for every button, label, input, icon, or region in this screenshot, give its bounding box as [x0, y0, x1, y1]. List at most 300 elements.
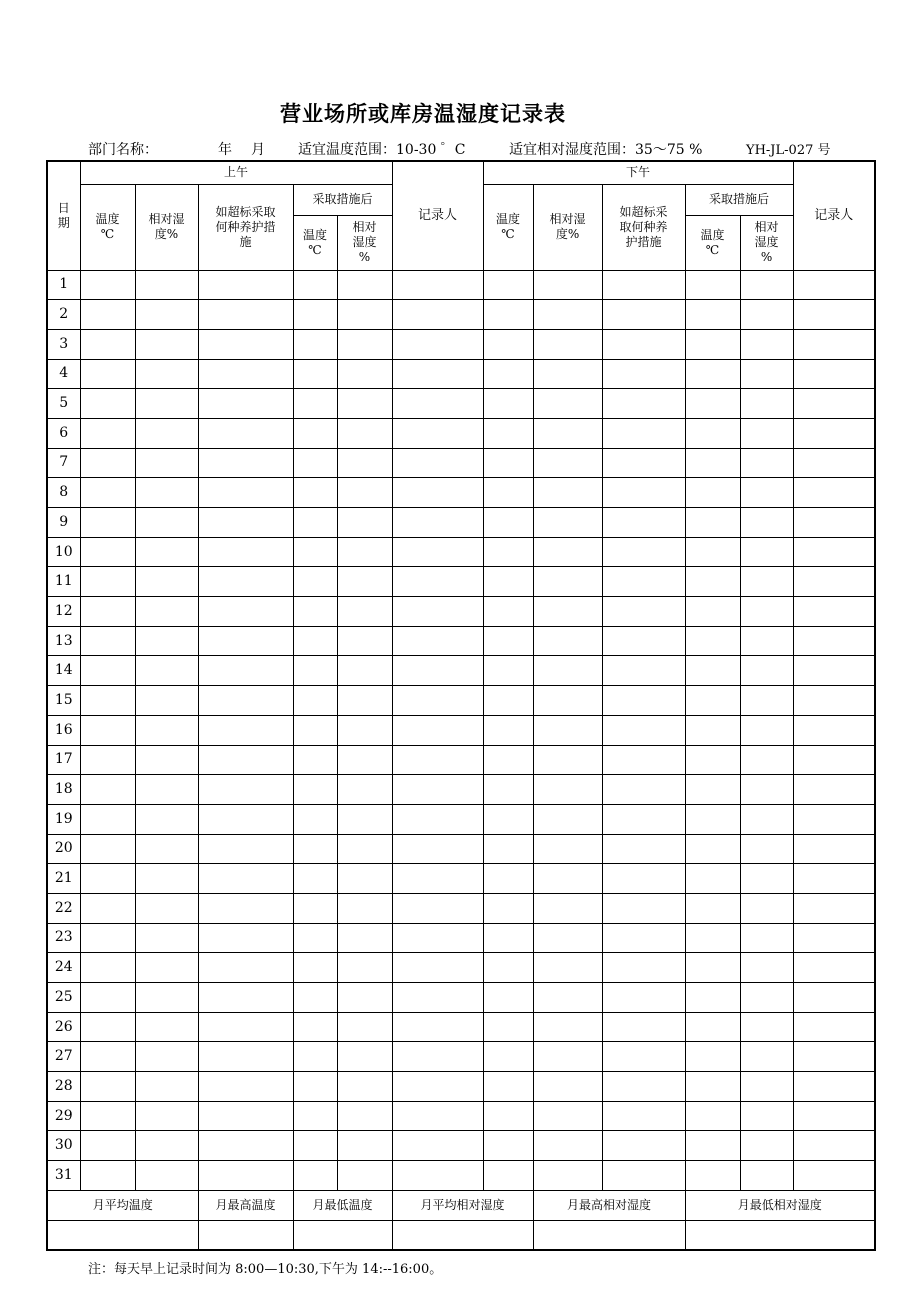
entry-cell[interactable] [198, 1161, 293, 1191]
entry-cell[interactable] [392, 1131, 483, 1161]
entry-cell[interactable] [602, 626, 685, 656]
entry-cell[interactable] [533, 508, 602, 538]
entry-cell[interactable] [533, 953, 602, 983]
entry-cell[interactable] [685, 329, 740, 359]
entry-cell[interactable] [793, 537, 875, 567]
entry-cell[interactable] [337, 478, 392, 508]
entry-cell[interactable] [740, 359, 793, 389]
entry-cell[interactable] [533, 775, 602, 805]
entry-cell[interactable] [198, 686, 293, 716]
entry-cell[interactable] [337, 715, 392, 745]
entry-cell[interactable] [793, 775, 875, 805]
entry-cell[interactable] [740, 300, 793, 330]
entry-cell[interactable] [685, 418, 740, 448]
entry-cell[interactable] [602, 864, 685, 894]
entry-cell[interactable] [533, 804, 602, 834]
entry-cell[interactable] [392, 389, 483, 419]
entry-cell[interactable] [135, 1131, 198, 1161]
entry-cell[interactable] [740, 983, 793, 1013]
summary-value-cell[interactable] [198, 1220, 293, 1250]
entry-cell[interactable] [793, 300, 875, 330]
entry-cell[interactable] [198, 834, 293, 864]
entry-cell[interactable] [685, 389, 740, 419]
entry-cell[interactable] [793, 715, 875, 745]
entry-cell[interactable] [80, 329, 135, 359]
entry-cell[interactable] [685, 656, 740, 686]
entry-cell[interactable] [483, 1072, 533, 1102]
entry-cell[interactable] [293, 389, 337, 419]
entry-cell[interactable] [483, 359, 533, 389]
entry-cell[interactable] [740, 329, 793, 359]
entry-cell[interactable] [198, 953, 293, 983]
entry-cell[interactable] [293, 686, 337, 716]
entry-cell[interactable] [793, 418, 875, 448]
entry-cell[interactable] [793, 567, 875, 597]
entry-cell[interactable] [392, 893, 483, 923]
entry-cell[interactable] [533, 923, 602, 953]
entry-cell[interactable] [602, 1072, 685, 1102]
entry-cell[interactable] [198, 389, 293, 419]
entry-cell[interactable] [293, 418, 337, 448]
entry-cell[interactable] [392, 300, 483, 330]
entry-cell[interactable] [533, 300, 602, 330]
entry-cell[interactable] [793, 1131, 875, 1161]
entry-cell[interactable] [198, 983, 293, 1013]
entry-cell[interactable] [685, 834, 740, 864]
entry-cell[interactable] [685, 686, 740, 716]
entry-cell[interactable] [198, 448, 293, 478]
entry-cell[interactable] [602, 686, 685, 716]
entry-cell[interactable] [293, 537, 337, 567]
entry-cell[interactable] [685, 864, 740, 894]
entry-cell[interactable] [740, 953, 793, 983]
entry-cell[interactable] [135, 567, 198, 597]
entry-cell[interactable] [293, 329, 337, 359]
entry-cell[interactable] [198, 300, 293, 330]
entry-cell[interactable] [740, 804, 793, 834]
entry-cell[interactable] [80, 834, 135, 864]
summary-value-cell[interactable] [533, 1220, 685, 1250]
entry-cell[interactable] [602, 537, 685, 567]
entry-cell[interactable] [198, 923, 293, 953]
entry-cell[interactable] [135, 686, 198, 716]
entry-cell[interactable] [337, 389, 392, 419]
entry-cell[interactable] [293, 1161, 337, 1191]
entry-cell[interactable] [337, 597, 392, 627]
entry-cell[interactable] [740, 893, 793, 923]
entry-cell[interactable] [135, 300, 198, 330]
entry-cell[interactable] [533, 715, 602, 745]
entry-cell[interactable] [198, 1012, 293, 1042]
entry-cell[interactable] [483, 389, 533, 419]
entry-cell[interactable] [392, 1042, 483, 1072]
entry-cell[interactable] [533, 1042, 602, 1072]
entry-cell[interactable] [483, 1161, 533, 1191]
entry-cell[interactable] [685, 775, 740, 805]
entry-cell[interactable] [740, 1101, 793, 1131]
entry-cell[interactable] [80, 626, 135, 656]
entry-cell[interactable] [293, 834, 337, 864]
entry-cell[interactable] [337, 626, 392, 656]
entry-cell[interactable] [392, 775, 483, 805]
entry-cell[interactable] [602, 478, 685, 508]
entry-cell[interactable] [337, 1101, 392, 1131]
entry-cell[interactable] [392, 508, 483, 538]
entry-cell[interactable] [198, 775, 293, 805]
entry-cell[interactable] [685, 478, 740, 508]
entry-cell[interactable] [293, 775, 337, 805]
entry-cell[interactable] [293, 478, 337, 508]
entry-cell[interactable] [533, 270, 602, 300]
entry-cell[interactable] [392, 923, 483, 953]
entry-cell[interactable] [337, 1042, 392, 1072]
entry-cell[interactable] [740, 537, 793, 567]
entry-cell[interactable] [483, 597, 533, 627]
entry-cell[interactable] [793, 893, 875, 923]
entry-cell[interactable] [483, 1131, 533, 1161]
entry-cell[interactable] [793, 478, 875, 508]
entry-cell[interactable] [685, 1161, 740, 1191]
entry-cell[interactable] [337, 686, 392, 716]
entry-cell[interactable] [685, 448, 740, 478]
entry-cell[interactable] [685, 983, 740, 1013]
entry-cell[interactable] [685, 300, 740, 330]
entry-cell[interactable] [337, 923, 392, 953]
entry-cell[interactable] [685, 1012, 740, 1042]
entry-cell[interactable] [533, 329, 602, 359]
entry-cell[interactable] [740, 626, 793, 656]
entry-cell[interactable] [740, 1072, 793, 1102]
entry-cell[interactable] [392, 626, 483, 656]
entry-cell[interactable] [80, 864, 135, 894]
entry-cell[interactable] [293, 270, 337, 300]
entry-cell[interactable] [740, 508, 793, 538]
entry-cell[interactable] [80, 745, 135, 775]
entry-cell[interactable] [533, 686, 602, 716]
entry-cell[interactable] [337, 567, 392, 597]
entry-cell[interactable] [685, 359, 740, 389]
entry-cell[interactable] [685, 567, 740, 597]
entry-cell[interactable] [392, 983, 483, 1013]
entry-cell[interactable] [392, 656, 483, 686]
entry-cell[interactable] [602, 418, 685, 448]
entry-cell[interactable] [533, 418, 602, 448]
entry-cell[interactable] [602, 983, 685, 1013]
entry-cell[interactable] [483, 1012, 533, 1042]
entry-cell[interactable] [392, 359, 483, 389]
entry-cell[interactable] [392, 686, 483, 716]
entry-cell[interactable] [392, 745, 483, 775]
entry-cell[interactable] [293, 1072, 337, 1102]
entry-cell[interactable] [533, 864, 602, 894]
entry-cell[interactable] [80, 804, 135, 834]
entry-cell[interactable] [337, 893, 392, 923]
entry-cell[interactable] [533, 1131, 602, 1161]
entry-cell[interactable] [80, 448, 135, 478]
entry-cell[interactable] [80, 478, 135, 508]
entry-cell[interactable] [793, 656, 875, 686]
entry-cell[interactable] [135, 359, 198, 389]
entry-cell[interactable] [602, 448, 685, 478]
entry-cell[interactable] [685, 745, 740, 775]
entry-cell[interactable] [740, 418, 793, 448]
entry-cell[interactable] [533, 597, 602, 627]
entry-cell[interactable] [80, 389, 135, 419]
entry-cell[interactable] [80, 1101, 135, 1131]
entry-cell[interactable] [198, 359, 293, 389]
entry-cell[interactable] [740, 389, 793, 419]
entry-cell[interactable] [198, 329, 293, 359]
entry-cell[interactable] [80, 1131, 135, 1161]
entry-cell[interactable] [533, 1161, 602, 1191]
entry-cell[interactable] [740, 597, 793, 627]
entry-cell[interactable] [533, 1072, 602, 1102]
entry-cell[interactable] [685, 715, 740, 745]
entry-cell[interactable] [392, 537, 483, 567]
entry-cell[interactable] [740, 448, 793, 478]
entry-cell[interactable] [602, 893, 685, 923]
entry-cell[interactable] [337, 656, 392, 686]
entry-cell[interactable] [198, 537, 293, 567]
entry-cell[interactable] [293, 359, 337, 389]
entry-cell[interactable] [337, 1131, 392, 1161]
entry-cell[interactable] [135, 270, 198, 300]
summary-value-cell[interactable] [685, 1220, 875, 1250]
entry-cell[interactable] [80, 508, 135, 538]
entry-cell[interactable] [135, 834, 198, 864]
entry-cell[interactable] [685, 953, 740, 983]
entry-cell[interactable] [135, 656, 198, 686]
entry-cell[interactable] [533, 745, 602, 775]
entry-cell[interactable] [337, 508, 392, 538]
entry-cell[interactable] [80, 923, 135, 953]
entry-cell[interactable] [293, 448, 337, 478]
entry-cell[interactable] [135, 923, 198, 953]
entry-cell[interactable] [135, 1161, 198, 1191]
entry-cell[interactable] [483, 715, 533, 745]
summary-value-cell[interactable] [47, 1220, 198, 1250]
entry-cell[interactable] [392, 1101, 483, 1131]
entry-cell[interactable] [80, 597, 135, 627]
entry-cell[interactable] [337, 329, 392, 359]
entry-cell[interactable] [198, 567, 293, 597]
entry-cell[interactable] [602, 834, 685, 864]
entry-cell[interactable] [483, 537, 533, 567]
entry-cell[interactable] [198, 270, 293, 300]
entry-cell[interactable] [80, 893, 135, 923]
entry-cell[interactable] [135, 864, 198, 894]
entry-cell[interactable] [740, 745, 793, 775]
entry-cell[interactable] [602, 329, 685, 359]
entry-cell[interactable] [483, 1101, 533, 1131]
entry-cell[interactable] [793, 1042, 875, 1072]
entry-cell[interactable] [685, 626, 740, 656]
entry-cell[interactable] [392, 448, 483, 478]
entry-cell[interactable] [483, 834, 533, 864]
entry-cell[interactable] [533, 567, 602, 597]
entry-cell[interactable] [135, 893, 198, 923]
entry-cell[interactable] [135, 448, 198, 478]
entry-cell[interactable] [392, 953, 483, 983]
entry-cell[interactable] [685, 1072, 740, 1102]
entry-cell[interactable] [198, 626, 293, 656]
entry-cell[interactable] [740, 686, 793, 716]
entry-cell[interactable] [135, 597, 198, 627]
entry-cell[interactable] [80, 1072, 135, 1102]
entry-cell[interactable] [337, 300, 392, 330]
entry-cell[interactable] [793, 597, 875, 627]
entry-cell[interactable] [740, 567, 793, 597]
entry-cell[interactable] [80, 656, 135, 686]
entry-cell[interactable] [135, 626, 198, 656]
entry-cell[interactable] [135, 508, 198, 538]
entry-cell[interactable] [337, 775, 392, 805]
entry-cell[interactable] [602, 567, 685, 597]
entry-cell[interactable] [483, 745, 533, 775]
entry-cell[interactable] [198, 804, 293, 834]
entry-cell[interactable] [602, 1131, 685, 1161]
entry-cell[interactable] [198, 864, 293, 894]
entry-cell[interactable] [483, 893, 533, 923]
entry-cell[interactable] [793, 389, 875, 419]
entry-cell[interactable] [602, 1161, 685, 1191]
entry-cell[interactable] [135, 418, 198, 448]
entry-cell[interactable] [685, 893, 740, 923]
entry-cell[interactable] [793, 448, 875, 478]
entry-cell[interactable] [135, 1012, 198, 1042]
entry-cell[interactable] [483, 300, 533, 330]
entry-cell[interactable] [793, 1161, 875, 1191]
entry-cell[interactable] [602, 1101, 685, 1131]
entry-cell[interactable] [392, 270, 483, 300]
entry-cell[interactable] [198, 418, 293, 448]
entry-cell[interactable] [483, 567, 533, 597]
entry-cell[interactable] [533, 537, 602, 567]
entry-cell[interactable] [337, 537, 392, 567]
entry-cell[interactable] [793, 329, 875, 359]
entry-cell[interactable] [533, 626, 602, 656]
entry-cell[interactable] [392, 597, 483, 627]
entry-cell[interactable] [793, 834, 875, 864]
entry-cell[interactable] [602, 804, 685, 834]
entry-cell[interactable] [602, 389, 685, 419]
entry-cell[interactable] [392, 804, 483, 834]
entry-cell[interactable] [337, 745, 392, 775]
entry-cell[interactable] [483, 775, 533, 805]
entry-cell[interactable] [533, 1101, 602, 1131]
entry-cell[interactable] [793, 270, 875, 300]
entry-cell[interactable] [685, 537, 740, 567]
entry-cell[interactable] [793, 804, 875, 834]
entry-cell[interactable] [337, 418, 392, 448]
entry-cell[interactable] [392, 418, 483, 448]
entry-cell[interactable] [483, 953, 533, 983]
entry-cell[interactable] [483, 983, 533, 1013]
entry-cell[interactable] [533, 983, 602, 1013]
entry-cell[interactable] [198, 893, 293, 923]
entry-cell[interactable] [135, 715, 198, 745]
entry-cell[interactable] [740, 270, 793, 300]
entry-cell[interactable] [80, 300, 135, 330]
entry-cell[interactable] [740, 775, 793, 805]
entry-cell[interactable] [293, 745, 337, 775]
entry-cell[interactable] [80, 567, 135, 597]
entry-cell[interactable] [483, 270, 533, 300]
entry-cell[interactable] [80, 1042, 135, 1072]
entry-cell[interactable] [483, 923, 533, 953]
entry-cell[interactable] [293, 923, 337, 953]
entry-cell[interactable] [135, 745, 198, 775]
entry-cell[interactable] [602, 953, 685, 983]
entry-cell[interactable] [198, 715, 293, 745]
entry-cell[interactable] [198, 656, 293, 686]
entry-cell[interactable] [198, 1131, 293, 1161]
entry-cell[interactable] [793, 626, 875, 656]
entry-cell[interactable] [80, 775, 135, 805]
entry-cell[interactable] [337, 448, 392, 478]
entry-cell[interactable] [602, 359, 685, 389]
entry-cell[interactable] [533, 893, 602, 923]
entry-cell[interactable] [533, 359, 602, 389]
entry-cell[interactable] [793, 1101, 875, 1131]
entry-cell[interactable] [740, 1042, 793, 1072]
entry-cell[interactable] [602, 597, 685, 627]
entry-cell[interactable] [337, 953, 392, 983]
entry-cell[interactable] [740, 1012, 793, 1042]
entry-cell[interactable] [740, 1131, 793, 1161]
entry-cell[interactable] [293, 804, 337, 834]
entry-cell[interactable] [793, 923, 875, 953]
entry-cell[interactable] [685, 1042, 740, 1072]
entry-cell[interactable] [602, 270, 685, 300]
entry-cell[interactable] [793, 864, 875, 894]
entry-cell[interactable] [533, 478, 602, 508]
entry-cell[interactable] [135, 1072, 198, 1102]
entry-cell[interactable] [337, 1012, 392, 1042]
entry-cell[interactable] [80, 1012, 135, 1042]
entry-cell[interactable] [293, 1101, 337, 1131]
entry-cell[interactable] [337, 864, 392, 894]
entry-cell[interactable] [685, 508, 740, 538]
entry-cell[interactable] [80, 359, 135, 389]
entry-cell[interactable] [135, 1101, 198, 1131]
entry-cell[interactable] [198, 597, 293, 627]
entry-cell[interactable] [293, 626, 337, 656]
entry-cell[interactable] [483, 478, 533, 508]
entry-cell[interactable] [392, 1161, 483, 1191]
entry-cell[interactable] [685, 923, 740, 953]
entry-cell[interactable] [740, 923, 793, 953]
entry-cell[interactable] [293, 1012, 337, 1042]
entry-cell[interactable] [392, 478, 483, 508]
entry-cell[interactable] [793, 359, 875, 389]
entry-cell[interactable] [392, 864, 483, 894]
entry-cell[interactable] [198, 1072, 293, 1102]
entry-cell[interactable] [483, 1042, 533, 1072]
entry-cell[interactable] [80, 953, 135, 983]
entry-cell[interactable] [793, 953, 875, 983]
entry-cell[interactable] [337, 1072, 392, 1102]
entry-cell[interactable] [483, 626, 533, 656]
entry-cell[interactable] [740, 1161, 793, 1191]
entry-cell[interactable] [533, 448, 602, 478]
entry-cell[interactable] [337, 1161, 392, 1191]
entry-cell[interactable] [793, 983, 875, 1013]
entry-cell[interactable] [602, 300, 685, 330]
entry-cell[interactable] [483, 329, 533, 359]
entry-cell[interactable] [685, 1101, 740, 1131]
entry-cell[interactable] [80, 270, 135, 300]
